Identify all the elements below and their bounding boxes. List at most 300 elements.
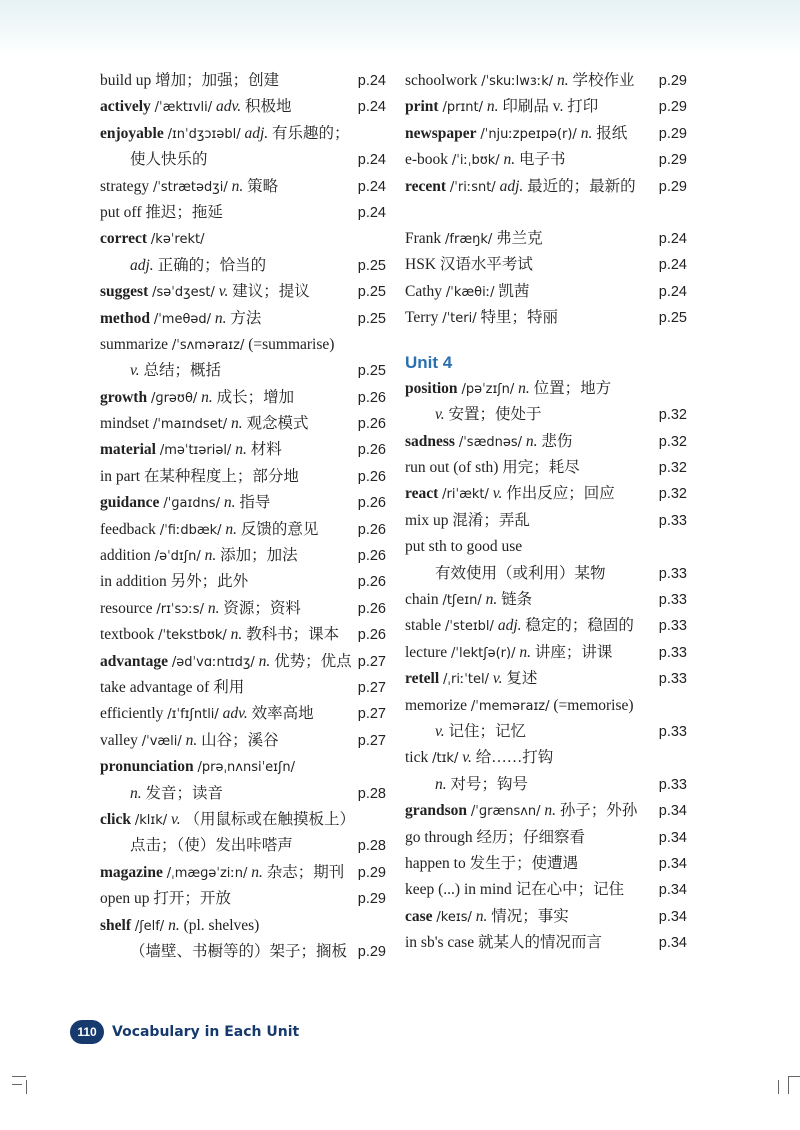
page-reference: p.24	[658, 257, 687, 274]
definition: 积极地	[245, 98, 292, 116]
vocab-entry	[100, 596, 386, 622]
headword: mix up	[405, 511, 449, 529]
part-of-speech: v.	[492, 485, 503, 503]
vocab-entry	[405, 587, 687, 613]
vocab-line	[100, 728, 386, 754]
headword: run out (of sth)	[405, 459, 499, 477]
vocab-line	[405, 587, 687, 613]
definition: 点击；（使）发出咔嗒声	[130, 837, 293, 855]
definition: 印刷品 v. 打印	[502, 98, 599, 116]
headword: open up	[100, 890, 150, 908]
vocab-entry	[405, 305, 687, 331]
page-reference: p.32	[658, 407, 687, 424]
part-of-speech: n.	[214, 309, 227, 327]
vocab-line	[100, 174, 386, 200]
phonetic: /ədˈvɑːntɪdʒ/	[171, 654, 255, 670]
definition: 山谷；溪谷	[201, 731, 279, 749]
headword: addition	[100, 547, 151, 565]
headword: Cathy	[405, 282, 443, 300]
vocab-entry	[405, 94, 687, 120]
page-reference: p.33	[658, 592, 687, 609]
phonetic: /ˈɡaɪdns/	[163, 496, 220, 512]
vocab-line	[100, 754, 386, 780]
headword: Terry	[405, 309, 439, 327]
page-reference: p.26	[357, 495, 386, 512]
vocab-line	[405, 121, 687, 147]
page-reference: p.34	[658, 908, 687, 925]
crop-mark	[12, 1084, 22, 1085]
vocab-entry	[405, 693, 687, 746]
page-reference: p.26	[357, 521, 386, 538]
phonetic: /ɪˈfɪʃntli/	[167, 707, 219, 723]
vocab-line	[100, 358, 386, 384]
vocab-line	[100, 939, 386, 965]
headword: lecture	[405, 643, 448, 661]
phonetic: /ˈlektʃə(r)/	[451, 645, 516, 661]
vocab-line	[405, 693, 687, 719]
page-reference: p.29	[357, 864, 386, 881]
part-of-speech: adj.	[244, 124, 269, 142]
vocab-entry	[100, 622, 386, 648]
page-reference: p.34	[658, 935, 687, 952]
headword: grandson	[405, 802, 468, 820]
page-reference: p.33	[658, 724, 687, 740]
headword: case	[405, 907, 433, 925]
definition: 学校作业	[572, 72, 635, 89]
phonetic: /tʃeɪn/	[442, 593, 482, 609]
page-reference: p.29	[658, 178, 687, 195]
crop-mark	[26, 1080, 27, 1094]
definition: 优势；优点	[274, 652, 352, 670]
vocab-line	[405, 877, 687, 903]
vocab-line	[100, 332, 386, 358]
headword: e-book	[405, 151, 449, 169]
vocab-line	[405, 613, 687, 639]
definition: 发生于；使遭遇	[469, 854, 579, 872]
phonetic: /ˈfiːdbæk/	[159, 522, 222, 538]
definition: 利用	[213, 678, 245, 696]
phonetic: /ˈteri/	[442, 311, 477, 327]
part-of-speech: n.	[207, 599, 220, 617]
vocab-line	[405, 455, 687, 481]
vocab-entry	[100, 306, 386, 332]
definition: 最近的；最新的	[527, 177, 636, 195]
crop-mark	[788, 1076, 800, 1077]
headword: keep (...) in mind	[405, 881, 512, 899]
vocab-entry	[405, 279, 687, 305]
page-reference: p.29	[658, 99, 687, 116]
vocab-line	[405, 851, 687, 877]
vocab-entry	[100, 68, 386, 94]
vocab-line	[405, 561, 687, 587]
definition: 有效使用（或利用）某物	[435, 564, 606, 582]
definition: 建议；提议	[232, 283, 310, 301]
headword: growth	[100, 388, 148, 406]
page-reference: p.26	[357, 548, 386, 565]
phonetic: /ˈvæli/	[141, 733, 182, 749]
vocab-entry	[405, 877, 687, 903]
crop-mark	[788, 1076, 789, 1094]
vocab-line	[405, 429, 687, 455]
headword: magazine	[100, 863, 163, 881]
vocab-entry	[405, 825, 687, 851]
phonetic: /ˈæktɪvli/	[154, 100, 213, 116]
headword: advantage	[100, 652, 169, 670]
page-reference: p.34	[658, 803, 687, 820]
vocab-entry	[405, 455, 687, 481]
vocab-entry	[100, 754, 386, 807]
unit-heading: Unit 4	[405, 352, 453, 372]
part-of-speech: n.	[168, 916, 180, 934]
vocab-line	[100, 226, 386, 252]
definition: 打开；开放	[153, 890, 231, 908]
headword: suggest	[100, 283, 149, 301]
vocab-line	[100, 833, 386, 859]
vocab-line	[405, 798, 687, 824]
phonetic: /ˈɡrænsʌn/	[470, 804, 541, 820]
definition: 教科书；课本	[246, 626, 340, 644]
definition: （用鼠标或在触摸板上）	[184, 810, 356, 828]
phonetic: /ˈtekstbʊk/	[158, 628, 227, 644]
phonetic: /səˈdʒest/	[152, 285, 215, 301]
vocab-entry	[405, 745, 687, 798]
phonetic: /ˈmeθəd/	[153, 311, 212, 327]
headword: put off	[100, 203, 142, 221]
definition: 就某人的情况而言	[477, 934, 602, 952]
vocab-line	[100, 517, 386, 543]
headword: tick	[405, 749, 429, 767]
headword: in sb's case	[405, 934, 475, 952]
headword: chain	[405, 591, 439, 609]
page-reference: p.32	[658, 433, 687, 450]
vocab-line	[405, 719, 687, 745]
page-reference: p.33	[658, 671, 687, 688]
vocab-entry	[100, 649, 386, 675]
part-of-speech: v.	[435, 723, 445, 740]
page-reference: p.33	[658, 776, 687, 793]
headword: newspaper	[405, 124, 477, 142]
definition: 用完；耗尽	[502, 459, 580, 477]
definition: 情况；事实	[491, 907, 569, 925]
headword: resource	[100, 599, 153, 617]
definition: (pl. shelves)	[183, 916, 260, 934]
page-reference: p.26	[357, 416, 386, 433]
page-reference: p.32	[658, 486, 687, 503]
page-reference: p.28	[357, 838, 386, 855]
part-of-speech: n.	[231, 177, 244, 195]
part-of-speech: n.	[225, 520, 238, 538]
definition: 位置；地方	[533, 379, 612, 397]
part-of-speech: n.	[544, 802, 557, 820]
definition: 发音；读音	[145, 784, 224, 802]
definition: 给……打钩	[475, 749, 554, 767]
definition: 方法	[230, 309, 262, 327]
vocab-entry	[100, 701, 386, 727]
headword: pronunciation	[100, 758, 194, 776]
part-of-speech: v.	[462, 749, 472, 767]
vocab-line	[100, 464, 386, 490]
vocab-entry	[100, 807, 386, 860]
definition: 材料	[250, 441, 282, 459]
page-reference: p.34	[658, 882, 687, 899]
vocab-entry	[100, 490, 386, 516]
vocab-entry	[100, 886, 386, 912]
vocab-line	[100, 701, 386, 727]
definition: (=summarise)	[248, 335, 335, 353]
definition: 反馈的意见	[240, 520, 319, 538]
headword: actively	[100, 98, 151, 116]
phonetic: /prɪnt/	[442, 100, 483, 116]
headword: correct	[100, 230, 148, 248]
phonetic: /rɪˈsɔːs/	[156, 601, 204, 617]
definition: 链条	[501, 591, 533, 609]
phonetic: /ˈmeməraɪz/	[470, 698, 550, 714]
vocab-entry	[100, 121, 386, 174]
phonetic: /ˈmaɪndset/	[152, 417, 228, 433]
vocab-line	[100, 200, 386, 226]
page-reference: p.33	[658, 512, 687, 529]
page-reference: p.27	[357, 732, 386, 749]
part-of-speech: n.	[231, 415, 243, 433]
vocab-line	[405, 279, 687, 305]
definition: 讲座；讲课	[534, 643, 613, 661]
vocab-entry	[100, 226, 386, 279]
part-of-speech: n.	[475, 907, 488, 925]
page-reference: p.25	[357, 310, 386, 327]
vocab-entry	[405, 376, 687, 429]
phonetic: /ˈskuːlwɜːk/	[481, 74, 554, 89]
part-of-speech: n.	[251, 863, 263, 881]
vocab-line	[100, 279, 386, 305]
vocab-entry	[100, 174, 386, 200]
vocab-line	[405, 772, 687, 798]
phonetic: /ɡrəʊθ/	[150, 390, 198, 406]
vocab-line	[405, 174, 687, 200]
headword: in addition	[100, 573, 167, 591]
definition: 报纸	[596, 124, 628, 142]
part-of-speech: n.	[235, 441, 247, 459]
definition: 电子书	[519, 151, 566, 169]
page-reference: p.33	[658, 618, 687, 635]
part-of-speech: adj.	[499, 177, 524, 195]
vocab-line	[405, 226, 687, 252]
headword: stable	[405, 617, 442, 635]
definition: 记在心中；记住	[515, 881, 625, 899]
vocab-line	[100, 596, 386, 622]
part-of-speech: n.	[557, 72, 569, 89]
headword: in part	[100, 467, 141, 485]
part-of-speech: n.	[485, 591, 498, 609]
part-of-speech: v.	[492, 670, 503, 688]
phonetic: /ˈstrætədʒi/	[152, 179, 228, 195]
vocab-line	[405, 252, 687, 278]
part-of-speech: n.	[258, 652, 271, 670]
phonetic: /ˌriːˈtel/	[443, 672, 489, 688]
headword: Frank	[405, 229, 442, 247]
footer-title: Vocabulary in Each Unit	[112, 1024, 300, 1040]
vocab-line	[100, 385, 386, 411]
definition: 正确的；恰当的	[157, 256, 267, 274]
page-reference: p.27	[357, 706, 386, 723]
page-reference: p.26	[357, 627, 386, 644]
headword: happen to	[405, 854, 466, 872]
definition: 指导	[239, 494, 271, 512]
definition: 特里；特丽	[480, 309, 558, 327]
page-reference: p.29	[658, 73, 687, 89]
phonetic: /ˈkæθiː/	[445, 284, 495, 300]
page-reference: p.33	[658, 565, 687, 582]
vocab-line	[100, 306, 386, 332]
header-decoration	[0, 0, 800, 55]
page-reference: p.26	[357, 442, 386, 459]
vocab-column-right	[405, 68, 687, 957]
definition: 对号；钩号	[450, 775, 529, 793]
phonetic: /keɪs/	[436, 909, 472, 925]
part-of-speech: n.	[518, 379, 530, 397]
part-of-speech: n.	[201, 388, 213, 406]
vocab-line	[405, 376, 687, 402]
definition: (=memorise)	[553, 696, 634, 714]
vocab-entry	[100, 517, 386, 543]
part-of-speech: n.	[223, 494, 236, 512]
definition: 汉语水平考试	[439, 256, 533, 274]
phonetic: /ˈriːsnt/	[449, 179, 496, 195]
vocab-line	[100, 622, 386, 648]
page-reference: p.25	[357, 363, 386, 380]
vocab-line	[405, 825, 687, 851]
phonetic: /ˈiːˌbʊk/	[451, 153, 500, 169]
headword: enjoyable	[100, 124, 164, 142]
vocab-line	[100, 913, 386, 939]
part-of-speech: n.	[486, 98, 499, 116]
page-reference: p.28	[357, 785, 386, 802]
page-reference: p.25	[357, 284, 386, 301]
page-reference: p.32	[658, 460, 687, 477]
vocab-line	[100, 147, 386, 173]
page-reference: p.26	[357, 468, 386, 485]
headword: shelf	[100, 916, 131, 934]
phonetic: /prəˌnʌnsiˈeɪʃn/	[197, 760, 295, 776]
part-of-speech: n.	[525, 432, 538, 450]
page-reference: p.29	[357, 891, 386, 908]
page-reference: p.24	[357, 178, 386, 195]
vocab-entry	[100, 675, 386, 701]
definition: 作出反应；回应	[506, 485, 615, 503]
vocab-line	[405, 930, 687, 956]
definition: 弗兰克	[496, 229, 543, 247]
vocab-entry	[405, 904, 687, 930]
headword: react	[405, 485, 439, 503]
phonetic: /məˈtɪəriəl/	[159, 443, 232, 459]
phonetic: /ʃelf/	[134, 918, 165, 934]
vocab-entry	[100, 913, 386, 966]
definition: 混淆；弄乱	[452, 511, 530, 529]
vocab-entry	[405, 640, 687, 666]
crop-mark	[778, 1080, 779, 1094]
definition: 资源；资料	[223, 599, 301, 617]
page-footer	[70, 1020, 299, 1044]
phonetic: /riˈækt/	[442, 487, 489, 503]
headword: position	[405, 379, 458, 397]
definition: 总结；概括	[143, 362, 221, 380]
headword: click	[100, 810, 131, 828]
definition: 孙子；外孙	[559, 802, 638, 820]
vocab-line	[405, 534, 687, 560]
vocab-line	[100, 860, 386, 886]
vocab-entry	[100, 411, 386, 437]
headword: memorize	[405, 696, 467, 714]
vocab-line	[405, 904, 687, 930]
page-reference: p.27	[357, 679, 386, 696]
part-of-speech: v.	[130, 362, 140, 380]
vocab-entry	[405, 174, 687, 200]
vocab-entry	[405, 666, 687, 692]
vocab-entry	[405, 429, 687, 455]
definition: 策略	[247, 177, 279, 195]
phonetic: /fræŋk/	[445, 231, 493, 247]
phonetic: /əˈdɪʃn/	[154, 549, 201, 565]
vocab-entry	[100, 437, 386, 463]
vocab-entry	[100, 385, 386, 411]
phonetic: /ˈsædnəs/	[458, 434, 522, 450]
definition: 效率高地	[251, 705, 314, 723]
headword: take advantage of	[100, 678, 210, 696]
definition: 记住；记忆	[448, 723, 526, 740]
vocab-line	[100, 649, 386, 675]
vocab-line	[100, 411, 386, 437]
phonetic: /ˈsteɪbl/	[445, 619, 494, 635]
headword: recent	[405, 177, 447, 195]
vocab-entry	[100, 464, 386, 490]
definition: 添加；加法	[220, 547, 298, 565]
vocab-column-left	[100, 68, 386, 965]
definition: 杂志；期刊	[266, 863, 345, 881]
phonetic: /ˌmæɡəˈziːn/	[166, 865, 248, 881]
definition: 在某种程度上；部分地	[143, 467, 299, 485]
vocab-line	[405, 147, 687, 173]
definition: 使人快乐的	[130, 151, 208, 169]
page-reference: p.26	[357, 389, 386, 406]
vocab-line	[405, 666, 687, 692]
page-reference: p.29	[658, 152, 687, 169]
phonetic: /ɪnˈdʒɔɪəbl/	[167, 126, 241, 142]
definition: 稳定的；稳固的	[525, 617, 634, 635]
page-reference: p.24	[658, 283, 687, 300]
vocab-line	[405, 402, 687, 428]
page-reference: p.27	[357, 653, 386, 670]
page-reference: p.25	[658, 310, 687, 327]
headword: material	[100, 441, 156, 459]
vocab-entry	[405, 121, 687, 147]
page-reference: p.34	[658, 855, 687, 872]
headword: print	[405, 98, 439, 116]
page-reference: p.29	[357, 943, 386, 960]
headword: strategy	[100, 177, 150, 195]
headword: retell	[405, 670, 440, 688]
page-reference: p.24	[357, 152, 386, 169]
vocab-line	[100, 807, 386, 833]
vocab-entry	[100, 94, 386, 120]
phonetic: /ˈsʌməraɪz/	[171, 337, 245, 353]
vocab-entry	[405, 147, 687, 173]
vocab-line	[405, 94, 687, 120]
part-of-speech: n.	[519, 643, 531, 661]
page-reference: p.29	[658, 125, 687, 142]
vocab-line	[100, 437, 386, 463]
vocab-line	[100, 543, 386, 569]
page-reference: p.24	[357, 204, 386, 221]
phonetic: /kəˈrekt/	[150, 232, 205, 248]
